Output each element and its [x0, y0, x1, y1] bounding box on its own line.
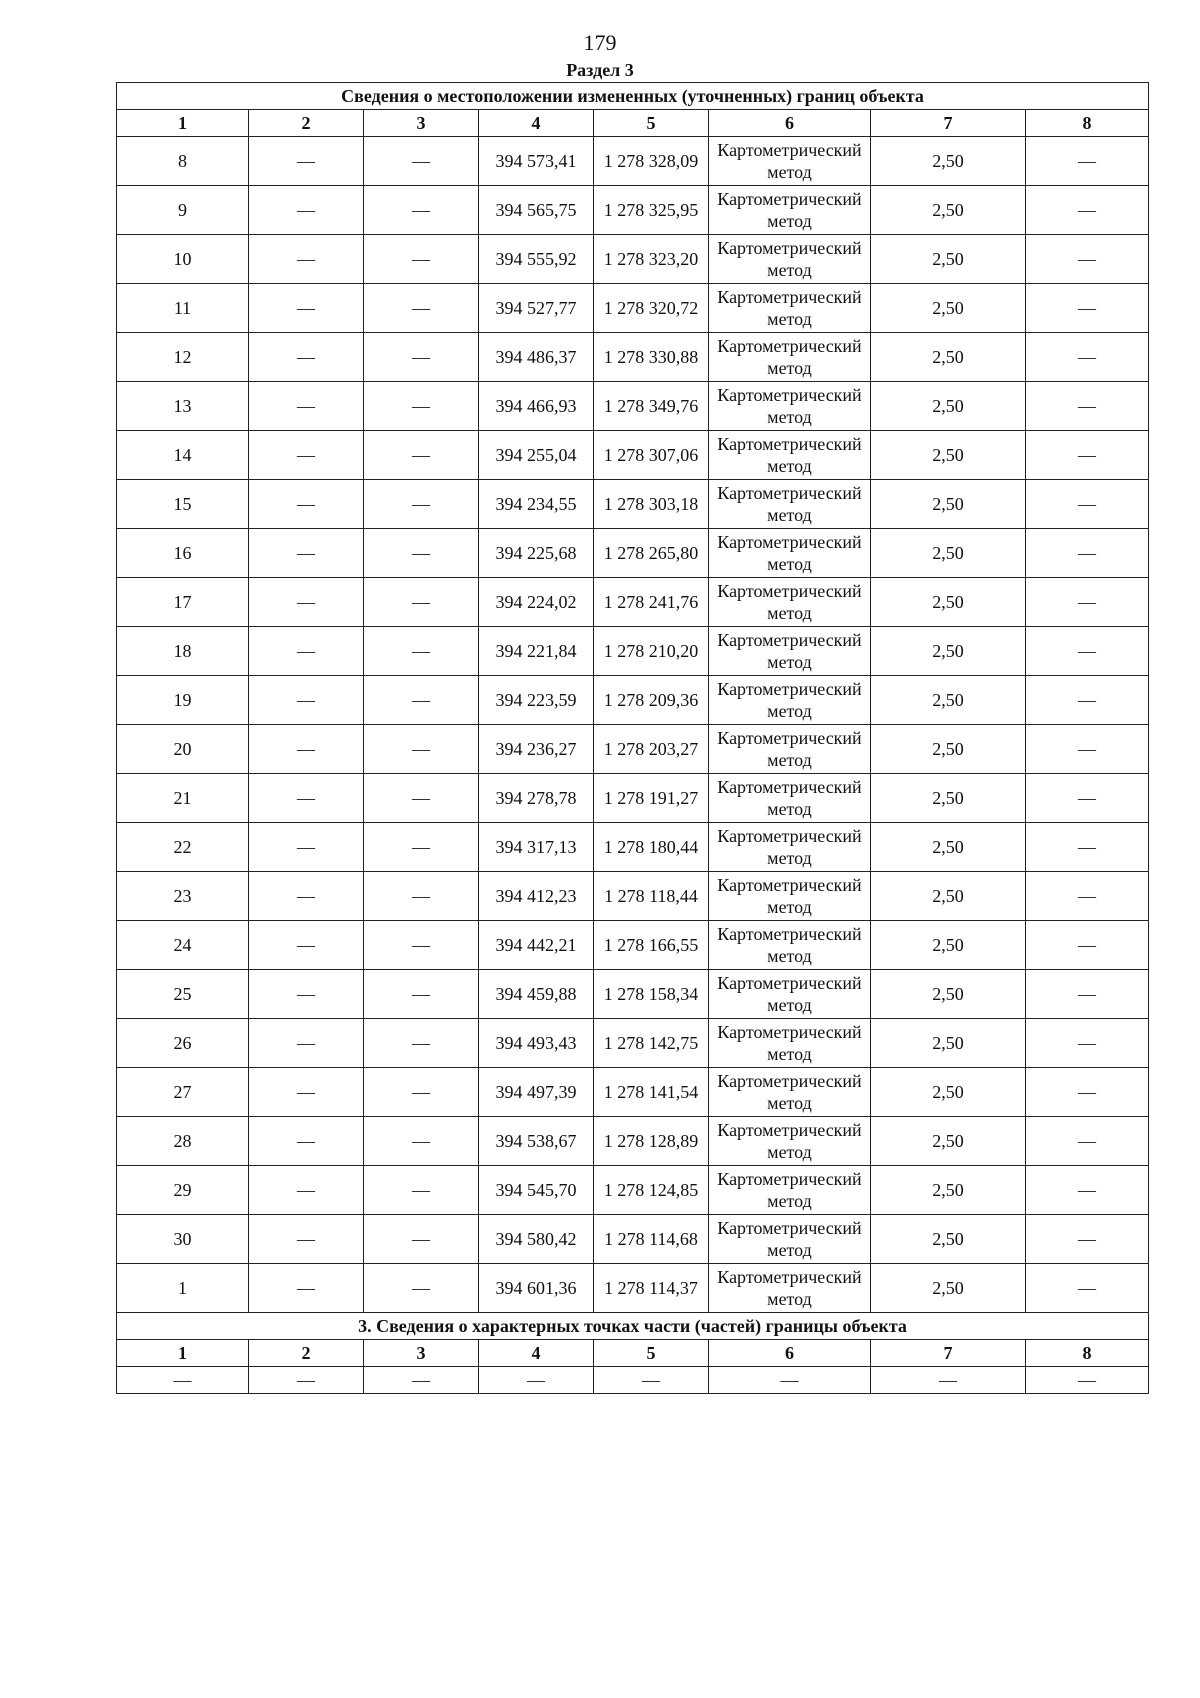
table-cell: 394 493,43 [479, 1019, 594, 1068]
table-cell: Картометрический метод [709, 333, 871, 382]
table-cell: 394 412,23 [479, 872, 594, 921]
table-cell: 27 [117, 1068, 249, 1117]
table-cell: Картометрический метод [709, 1117, 871, 1166]
table-row [117, 1367, 1149, 1394]
table-cell: Картометрический метод [709, 1166, 871, 1215]
table-cell: — [364, 1019, 479, 1068]
table-title-cell: 3. Сведения о характерных точках части (частей) границы объекта [117, 1313, 1149, 1340]
table-cell: 1 278 349,76 [594, 382, 709, 431]
table-cell: 2,50 [871, 823, 1026, 872]
table-cell: 394 223,59 [479, 676, 594, 725]
table-cell: Картометрический метод [709, 725, 871, 774]
table-cell: 26 [117, 1019, 249, 1068]
table-cell: 394 224,02 [479, 578, 594, 627]
table-cell: — [249, 186, 364, 235]
table-cell: 1 278 191,27 [594, 774, 709, 823]
table-row [117, 725, 1149, 774]
table-cell: 16 [117, 529, 249, 578]
table-cell: 2,50 [871, 970, 1026, 1019]
table-cell: 394 221,84 [479, 627, 594, 676]
table-cell: — [249, 872, 364, 921]
table-cell: 394 601,36 [479, 1264, 594, 1313]
table-cell: 394 225,68 [479, 529, 594, 578]
table-cell: — [364, 1117, 479, 1166]
table-cell: 2,50 [871, 1019, 1026, 1068]
column-header: 8 [1026, 1340, 1149, 1367]
boundary-table [116, 82, 1149, 1394]
table-cell: 18 [117, 627, 249, 676]
table-cell: — [364, 235, 479, 284]
table-cell: — [364, 921, 479, 970]
section-title: Раздел 3 [566, 60, 634, 80]
table-cell: 2,50 [871, 1166, 1026, 1215]
table-cell: 394 580,42 [479, 1215, 594, 1264]
table-row [117, 480, 1149, 529]
table-row [117, 529, 1149, 578]
table-cell: Картометрический метод [709, 627, 871, 676]
table-cell: — [249, 1068, 364, 1117]
table-row [117, 382, 1149, 431]
table-cell: — [364, 872, 479, 921]
table-cell: 394 545,70 [479, 1166, 594, 1215]
table-cell: 2,50 [871, 235, 1026, 284]
table-cell: — [249, 627, 364, 676]
table-cell: — [249, 480, 364, 529]
table-cell: — [249, 1166, 364, 1215]
table-cell: 394 538,67 [479, 1117, 594, 1166]
table-cell: — [249, 823, 364, 872]
table-cell: — [364, 774, 479, 823]
table-cell: 1 278 210,20 [594, 627, 709, 676]
column-header: 7 [871, 110, 1026, 137]
table-cell: 2,50 [871, 1068, 1026, 1117]
table-cell: Картометрический метод [709, 774, 871, 823]
table-row [117, 921, 1149, 970]
table-row [117, 676, 1149, 725]
table-cell: 394 497,39 [479, 1068, 594, 1117]
table-cell: — [249, 1215, 364, 1264]
table-row [117, 1166, 1149, 1215]
table-cell: — [364, 970, 479, 1019]
table-cell: Картометрический метод [709, 1019, 871, 1068]
table-cell: — [1026, 1215, 1149, 1264]
table-cell: 2,50 [871, 921, 1026, 970]
table-cell: Картометрический метод [709, 1068, 871, 1117]
table-cell: — [1026, 921, 1149, 970]
table-cell: — [1026, 725, 1149, 774]
table-cell: 1 278 114,68 [594, 1215, 709, 1264]
column-header: 6 [709, 1340, 871, 1367]
column-header: 2 [249, 110, 364, 137]
table-cell: — [364, 529, 479, 578]
table-cell: — [1026, 480, 1149, 529]
table-cell: — [1026, 431, 1149, 480]
table-cell: — [1026, 578, 1149, 627]
table-cell: — [364, 578, 479, 627]
table-cell: 2,50 [871, 872, 1026, 921]
table-cell: — [871, 1367, 1026, 1394]
table-cell: 394 236,27 [479, 725, 594, 774]
table-cell: Картометрический метод [709, 431, 871, 480]
table-row [117, 284, 1149, 333]
table-cell: — [1026, 1117, 1149, 1166]
table-cell: 394 565,75 [479, 186, 594, 235]
column-header: 8 [1026, 110, 1149, 137]
table-cell: — [249, 970, 364, 1019]
table-cell: — [249, 578, 364, 627]
table-cell: — [364, 1264, 479, 1313]
table-cell: 394 442,21 [479, 921, 594, 970]
table-cell: 1 278 328,09 [594, 137, 709, 186]
table-cell: — [364, 725, 479, 774]
table-cell: — [249, 137, 364, 186]
table-cell: 1 278 124,85 [594, 1166, 709, 1215]
table-cell: 10 [117, 235, 249, 284]
table2-title-row [117, 1313, 1149, 1340]
table-cell: Картометрический метод [709, 872, 871, 921]
table-cell: 1 278 325,95 [594, 186, 709, 235]
table-row [117, 627, 1149, 676]
table-cell: — [364, 1215, 479, 1264]
table-cell: 1 278 166,55 [594, 921, 709, 970]
table-cell: 2,50 [871, 431, 1026, 480]
table-cell: — [364, 1068, 479, 1117]
table-cell: 2,50 [871, 1215, 1026, 1264]
table-cell: 2,50 [871, 676, 1026, 725]
table-cell: — [1026, 382, 1149, 431]
table-row [117, 872, 1149, 921]
table-cell: 1 278 209,36 [594, 676, 709, 725]
column-header: 5 [594, 110, 709, 137]
table-cell: — [249, 676, 364, 725]
table-cell: 1 278 320,72 [594, 284, 709, 333]
table-cell: 1 278 323,20 [594, 235, 709, 284]
table-cell: 17 [117, 578, 249, 627]
table-cell: — [117, 1367, 249, 1394]
table-cell: — [594, 1367, 709, 1394]
table-cell: — [364, 137, 479, 186]
table-row [117, 774, 1149, 823]
table-cell: — [364, 1166, 479, 1215]
table-cell: 24 [117, 921, 249, 970]
table-cell: 1 278 142,75 [594, 1019, 709, 1068]
table-cell: — [364, 186, 479, 235]
table-cell: — [1026, 529, 1149, 578]
table-cell: — [1026, 774, 1149, 823]
table-cell: 1 278 307,06 [594, 431, 709, 480]
table-cell: — [1026, 1367, 1149, 1394]
table-cell: 394 255,04 [479, 431, 594, 480]
table-cell: — [1026, 676, 1149, 725]
table-cell: — [1026, 970, 1149, 1019]
table-cell: 394 466,93 [479, 382, 594, 431]
table-cell: 19 [117, 676, 249, 725]
table-cell: — [249, 529, 364, 578]
table-cell: — [1026, 235, 1149, 284]
table-cell: — [249, 333, 364, 382]
table-cell: 394 234,55 [479, 480, 594, 529]
table-cell: 2,50 [871, 382, 1026, 431]
table-cell: 28 [117, 1117, 249, 1166]
table-cell: 1 278 158,34 [594, 970, 709, 1019]
table-cell: — [1026, 1264, 1149, 1313]
table-cell: Картометрический метод [709, 1264, 871, 1313]
table-cell: 14 [117, 431, 249, 480]
table-cell: Картометрический метод [709, 382, 871, 431]
table-cell: 8 [117, 137, 249, 186]
table-cell: 1 278 241,76 [594, 578, 709, 627]
table-cell: 1 278 128,89 [594, 1117, 709, 1166]
table-cell: — [1026, 1068, 1149, 1117]
table-title-cell: Сведения о местоположении измененных (уточненных) границ объекта [117, 83, 1149, 110]
table-cell: 2,50 [871, 529, 1026, 578]
table-cell: Картометрический метод [709, 1215, 871, 1264]
column-header: 6 [709, 110, 871, 137]
table-cell: — [364, 676, 479, 725]
table-cell: 1 278 330,88 [594, 333, 709, 382]
table-cell: 394 527,77 [479, 284, 594, 333]
page-number: 179 [583, 30, 617, 55]
table-cell: 394 317,13 [479, 823, 594, 872]
table-cell: — [364, 627, 479, 676]
column-header: 4 [479, 110, 594, 137]
table-cell: 9 [117, 186, 249, 235]
table-cell: Картометрический метод [709, 578, 871, 627]
column-header-row [117, 1340, 1149, 1367]
table-cell: 15 [117, 480, 249, 529]
table-cell: 11 [117, 284, 249, 333]
table-row [117, 137, 1149, 186]
table-row [117, 1264, 1149, 1313]
table-cell: — [1026, 1166, 1149, 1215]
table-cell: — [1026, 333, 1149, 382]
table-cell: 394 459,88 [479, 970, 594, 1019]
table-cell: — [249, 1264, 364, 1313]
table-cell: 30 [117, 1215, 249, 1264]
table-cell: 1 278 265,80 [594, 529, 709, 578]
table-cell: — [1026, 1019, 1149, 1068]
table-cell: — [249, 1367, 364, 1394]
table1-title-row [117, 83, 1149, 110]
table-cell: Картометрический метод [709, 970, 871, 1019]
column-header: 2 [249, 1340, 364, 1367]
table-cell: — [249, 431, 364, 480]
table-cell: Картометрический метод [709, 137, 871, 186]
column-header-row [117, 110, 1149, 137]
table-cell: 1 [117, 1264, 249, 1313]
table-row [117, 333, 1149, 382]
table-cell: Картометрический метод [709, 235, 871, 284]
table-cell: 25 [117, 970, 249, 1019]
table-row [117, 578, 1149, 627]
table-cell: 2,50 [871, 1264, 1026, 1313]
table-cell: Картометрический метод [709, 823, 871, 872]
table-cell: Картометрический метод [709, 284, 871, 333]
table-cell: 2,50 [871, 333, 1026, 382]
table-cell: 2,50 [871, 284, 1026, 333]
table-row [117, 1019, 1149, 1068]
table-cell: — [1026, 137, 1149, 186]
table-cell: 2,50 [871, 774, 1026, 823]
table-cell: 2,50 [871, 627, 1026, 676]
table-cell: — [364, 284, 479, 333]
table-row [117, 235, 1149, 284]
table-cell: 12 [117, 333, 249, 382]
table-cell: — [249, 774, 364, 823]
table-cell: 2,50 [871, 725, 1026, 774]
table-cell: — [249, 382, 364, 431]
table-cell: 1 278 203,27 [594, 725, 709, 774]
column-header: 7 [871, 1340, 1026, 1367]
table-cell: — [249, 921, 364, 970]
table-cell: — [1026, 186, 1149, 235]
table-row [117, 970, 1149, 1019]
table-cell: Картометрический метод [709, 676, 871, 725]
table-cell: 394 555,92 [479, 235, 594, 284]
table-cell: 2,50 [871, 186, 1026, 235]
table-cell: — [249, 235, 364, 284]
table-row [117, 1068, 1149, 1117]
table-row [117, 431, 1149, 480]
table-cell: 1 278 114,37 [594, 1264, 709, 1313]
table-cell: — [249, 1117, 364, 1166]
table-cell: — [1026, 872, 1149, 921]
column-header: 1 [117, 1340, 249, 1367]
table-row [117, 1117, 1149, 1166]
table-cell: 2,50 [871, 480, 1026, 529]
table-cell: — [364, 823, 479, 872]
table-cell: Картометрический метод [709, 186, 871, 235]
table-cell: — [364, 480, 479, 529]
table-cell: 1 278 180,44 [594, 823, 709, 872]
table-cell: 21 [117, 774, 249, 823]
table-cell: — [1026, 284, 1149, 333]
table-cell: 2,50 [871, 1117, 1026, 1166]
table-cell: 394 278,78 [479, 774, 594, 823]
table-cell: Картометрический метод [709, 529, 871, 578]
table-cell: 22 [117, 823, 249, 872]
table-cell: 2,50 [871, 578, 1026, 627]
column-header: 3 [364, 1340, 479, 1367]
table-cell: 1 278 118,44 [594, 872, 709, 921]
table-row [117, 186, 1149, 235]
table-cell: — [249, 1019, 364, 1068]
table-cell: Картометрический метод [709, 921, 871, 970]
table-cell: 13 [117, 382, 249, 431]
table-cell: 29 [117, 1166, 249, 1215]
table-row [117, 1215, 1149, 1264]
table-cell: 20 [117, 725, 249, 774]
table-cell: — [364, 333, 479, 382]
column-header: 4 [479, 1340, 594, 1367]
table-cell: — [364, 431, 479, 480]
table-cell: — [1026, 823, 1149, 872]
table-cell: 2,50 [871, 137, 1026, 186]
table-cell: 1 278 141,54 [594, 1068, 709, 1117]
table-cell: — [1026, 627, 1149, 676]
column-header: 3 [364, 110, 479, 137]
table-cell: Картометрический метод [709, 480, 871, 529]
table-cell: — [249, 284, 364, 333]
table-cell: 23 [117, 872, 249, 921]
table-row [117, 823, 1149, 872]
table-cell: — [709, 1367, 871, 1394]
table-cell: 394 486,37 [479, 333, 594, 382]
table-cell: 394 573,41 [479, 137, 594, 186]
table-cell: — [364, 1367, 479, 1394]
table-cell: — [479, 1367, 594, 1394]
column-header: 1 [117, 110, 249, 137]
table-cell: — [364, 382, 479, 431]
table-cell: — [249, 725, 364, 774]
table-cell: 1 278 303,18 [594, 480, 709, 529]
column-header: 5 [594, 1340, 709, 1367]
